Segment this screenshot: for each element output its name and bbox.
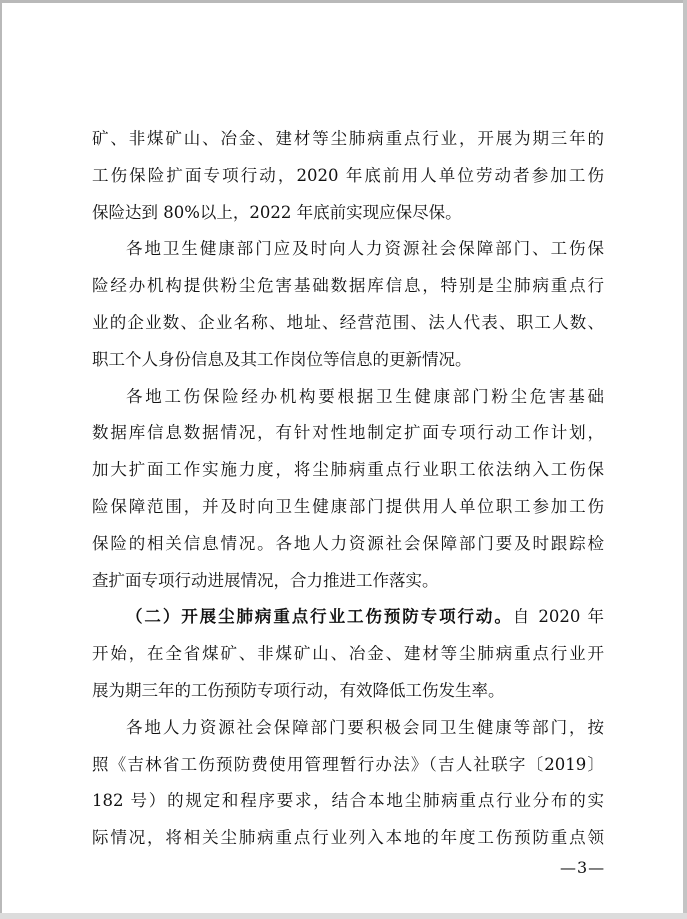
text-line: 矿、非煤矿山、冶金、建材等尘肺病重点行业，开展为期三年的	[92, 129, 604, 148]
section-heading: （二）开展尘肺病重点行业工伤预防专项行动。	[126, 607, 513, 627]
text-line: 险经办机构提供粉尘危害基础数据库信息，特别是尘肺病重点行	[92, 276, 604, 296]
text-line: 照《吉林省工伤预防费使用管理暂行办法》（吉人社联字〔2019〕	[92, 754, 604, 774]
viewer-frame-top	[0, 0, 687, 3]
text-line: 各地工伤保险经办机构要根据卫生健康部门粉尘危害基础	[126, 386, 604, 406]
text-line: 查扩面专项行动进展情况，合力推进工作落实。	[92, 570, 439, 590]
text-line: 展为期三年的工伤预防专项行动，有效降低工伤发生率。	[92, 680, 505, 700]
text-line: 业的企业数、企业名称、地址、经营范围、法人代表、职工人数、	[92, 312, 604, 332]
text-line: 182 号）的规定和程序要求，结合本地尘肺病重点行业分布的实	[92, 791, 604, 811]
viewer-frame-bottom	[0, 913, 687, 919]
viewer-frame-right	[683, 0, 687, 919]
page-number: —3—	[560, 858, 606, 877]
text-line: 险保障范围，并及时向卫生健康部门提供用人单位职工参加工伤	[92, 496, 604, 516]
document-body	[92, 121, 604, 857]
text-line: 各地人力资源社会保障部门要积极会同卫生健康等部门，按	[126, 717, 604, 737]
text-line: 保险的相关信息情况。各地人力资源社会保障部门要及时跟踪检	[92, 533, 604, 553]
section-heading-continuation: 自 2020 年	[512, 607, 604, 627]
text-line: 开始，在全省煤矿、非煤矿山、冶金、建材等尘肺病重点行业开	[92, 644, 604, 664]
text-line: 加大扩面工作实施力度，将尘肺病重点行业职工依法纳入工伤保	[92, 460, 604, 480]
text-line: 际情况，将相关尘肺病重点行业列入本地的年度工伤预防重点领	[92, 828, 604, 848]
text-line: 工伤保险扩面专项行动，2020 年底前用人单位劳动者参加工伤	[92, 165, 604, 185]
viewer-frame-left	[0, 0, 2, 919]
text-line: 数据库信息数据情况，有针对性地制定扩面专项行动工作计划，	[92, 423, 604, 443]
text-line: 保险达到 80%以上，2022 年底前实现应保尽保。	[92, 202, 462, 222]
section-heading-line	[92, 599, 604, 636]
text-line: 职工个人身份信息及其工作岗位等信息的更新情况。	[92, 349, 472, 369]
text-line: 各地卫生健康部门应及时向人力资源社会保障部门、工伤保	[126, 239, 604, 259]
